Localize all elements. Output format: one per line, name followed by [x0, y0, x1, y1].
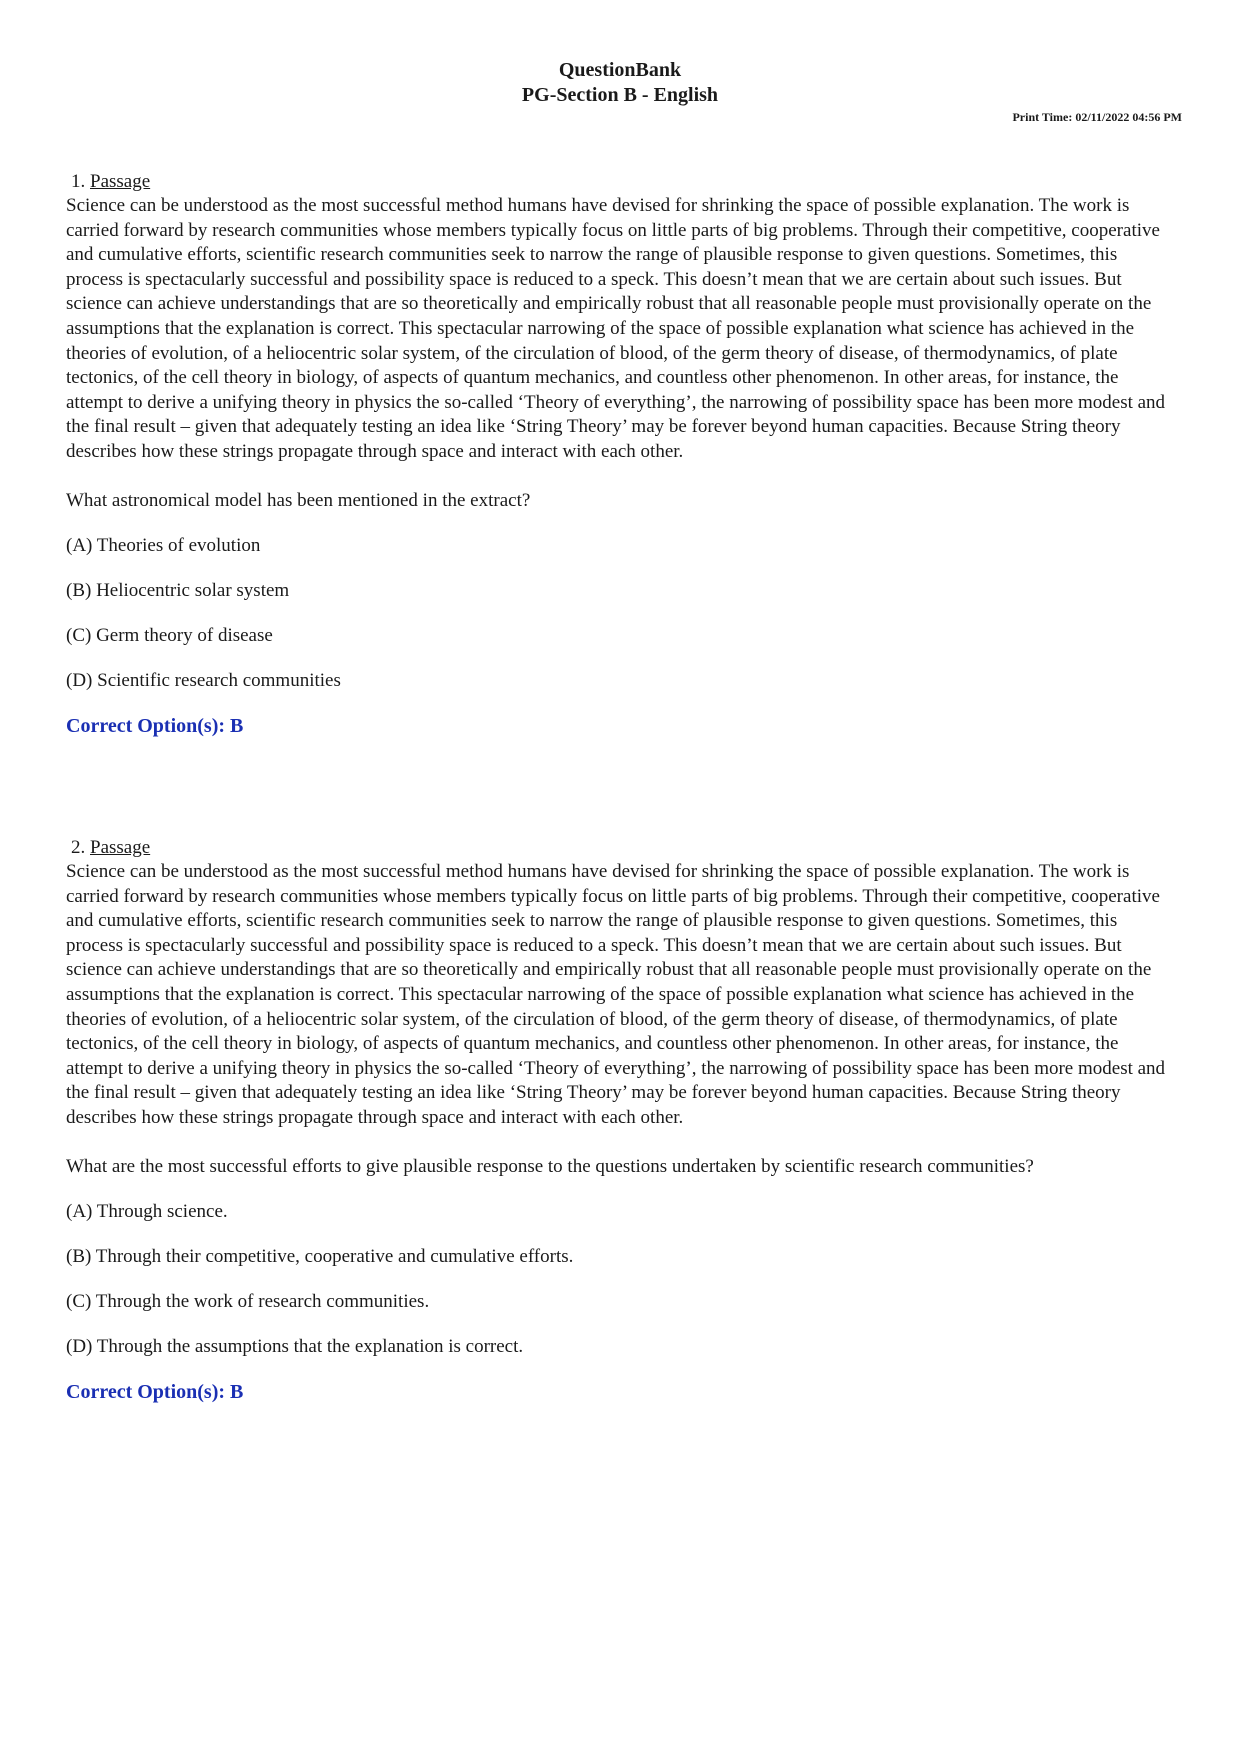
question-number: 2.: [71, 837, 86, 858]
option-a: (A) Theories of evolution: [66, 535, 261, 557]
option-c: (C) Germ theory of disease: [66, 625, 273, 647]
option-list: [66, 534, 1176, 693]
option-b: (B) Through their competitive, cooperative and cumulative efforts.: [66, 1246, 574, 1268]
passage-label: Passage: [90, 837, 151, 858]
correct-answer: Correct Option(s): B: [66, 715, 244, 738]
correct-answer: Correct Option(s): B: [66, 1381, 244, 1404]
passage-label: Passage: [90, 171, 151, 192]
question-prompt: What astronomical model has been mentioned in the extract?: [66, 489, 531, 511]
option-a: (A) Through science.: [66, 1201, 228, 1223]
question-heading: [66, 170, 1176, 194]
option-c: (C) Through the work of research communities.: [66, 1291, 430, 1313]
print-time: Print Time: 02/11/2022 04:56 PM: [1012, 110, 1182, 124]
question-block: [66, 836, 1176, 1404]
question-heading: [66, 836, 1176, 860]
document-subtitle: PG-Section B - English: [521, 84, 719, 106]
option-d: (D) Scientific research communities: [66, 670, 341, 692]
document-title: QuestionBank: [558, 59, 682, 81]
passage-text: Science can be understood as the most successful method humans have devised for shrinking the space of possible explanation. The work is carried forward by research communities whose members typically focus on little parts of big problems. Through their competitive, cooperative and cumulative efforts, scientific research communities seek to narrow the range of plausible response to given questions. Sometimes, this process is spectacularly successful and possibility space is reduced to a speck. This doesn’t mean that we are certain about such issues. But science can achieve understandings that are so theoretically and empirically robust that all reasonable people must provisionally operate on the assumptions that the explanation is correct. This spectacular narrowing of the space of possible explanation what science has achieved in the theories of evolution, of a heliocentric solar system, of the circulation of blood, of the germ theory of disease, of thermodynamics, of plate tectonics, of the cell theory in biology, of aspects of quantum mechanics, and countless other phenomenon. In other areas, for instance, the attempt to derive a unifying theory in physics the so-called ‘Theory of everything’, the narrowing of possibility space has been more modest and the final result – given that adequately testing an idea like ‘String Theory’ may be forever beyond human capacities. Because String theory describes how these strings propagate through space and interact with each other.: [66, 195, 1166, 462]
option-b: (B) Heliocentric solar system: [66, 580, 290, 602]
question-prompt: What are the most successful efforts to give plausible response to the questions undertaken by scientific research communities?: [66, 1155, 1034, 1177]
question-block: [66, 170, 1176, 738]
question-number: 1.: [71, 171, 86, 192]
document-header: [0, 58, 1240, 108]
passage-text: Science can be understood as the most successful method humans have devised for shrinking the space of possible explanation. The work is carried forward by research communities whose members typically focus on little parts of big problems. Through their competitive, cooperative and cumulative efforts, scientific research communities seek to narrow the range of plausible response to given questions. Sometimes, this process is spectacularly successful and possibility space is reduced to a speck. This doesn’t mean that we are certain about such issues. But science can achieve understandings that are so theoretically and empirically robust that all reasonable people must provisionally operate on the assumptions that the explanation is correct. This spectacular narrowing of the space of possible explanation what science has achieved in the theories of evolution, of a heliocentric solar system, of the circulation of blood, of the germ theory of disease, of thermodynamics, of plate tectonics, of the cell theory in biology, of aspects of quantum mechanics, and countless other phenomenon. In other areas, for instance, the attempt to derive a unifying theory in physics the so-called ‘Theory of everything’, the narrowing of possibility space has been more modest and the final result – given that adequately testing an idea like ‘String Theory’ may be forever beyond human capacities. Because String theory describes how these strings propagate through space and interact with each other.: [66, 861, 1166, 1128]
option-list: [66, 1200, 1176, 1359]
option-d: (D) Through the assumptions that the explanation is correct.: [66, 1336, 524, 1358]
